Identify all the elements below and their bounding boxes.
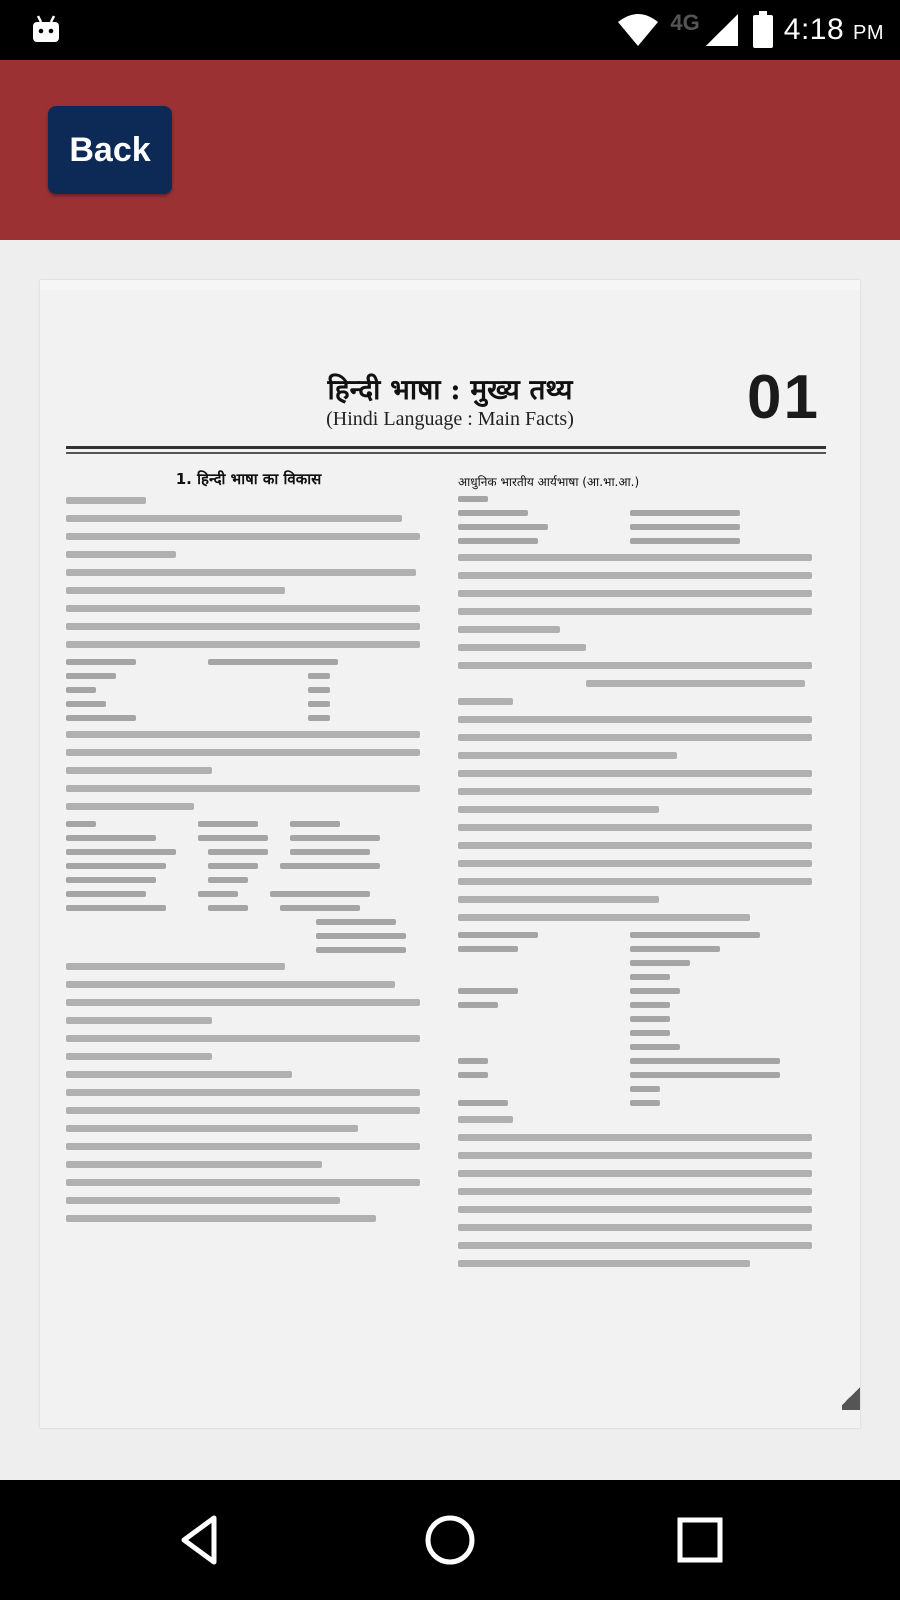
back-nav-icon[interactable] (170, 1510, 230, 1570)
android-icon (30, 14, 62, 44)
left-column (66, 465, 431, 1233)
data-table (458, 932, 823, 1106)
section-heading: 1. हिन्दी भाषा का विकास (175, 470, 322, 488)
status-bar (0, 0, 900, 60)
navigation-bar (0, 1480, 900, 1600)
paragraph-block (66, 963, 431, 1222)
battery-icon (752, 11, 774, 49)
paragraph-block (66, 731, 431, 810)
recents-nav-icon[interactable] (670, 1510, 730, 1570)
section-heading: आधुनिक भारतीय आर्यभाषा (आ.भा.आ.) (458, 475, 640, 489)
clock: 4:18 PM (783, 13, 884, 46)
home-nav-icon[interactable] (420, 1510, 480, 1570)
page-curl (842, 1382, 860, 1410)
chapter-number: 01 (747, 363, 820, 432)
chapter-title: हिन्दी भाषा : मुख्य तथ्य (327, 373, 573, 406)
paragraph-block (66, 497, 431, 648)
document-page (40, 280, 860, 1428)
network-type-label: 4G (670, 10, 700, 35)
chapter-subtitle: (Hindi Language : Main Facts) (326, 408, 574, 430)
app-header (0, 60, 900, 240)
data-table (66, 659, 431, 721)
wifi-icon (616, 12, 660, 48)
paragraph-block (458, 554, 823, 921)
signal-icon (704, 12, 742, 48)
data-table (458, 496, 823, 544)
title-rule (66, 446, 826, 449)
document-scan (40, 290, 860, 1428)
paragraph-block (458, 1116, 823, 1267)
back-button[interactable]: Back (48, 106, 172, 194)
right-column (458, 465, 823, 1278)
title-rule-thin (66, 452, 826, 454)
data-table (66, 821, 431, 953)
